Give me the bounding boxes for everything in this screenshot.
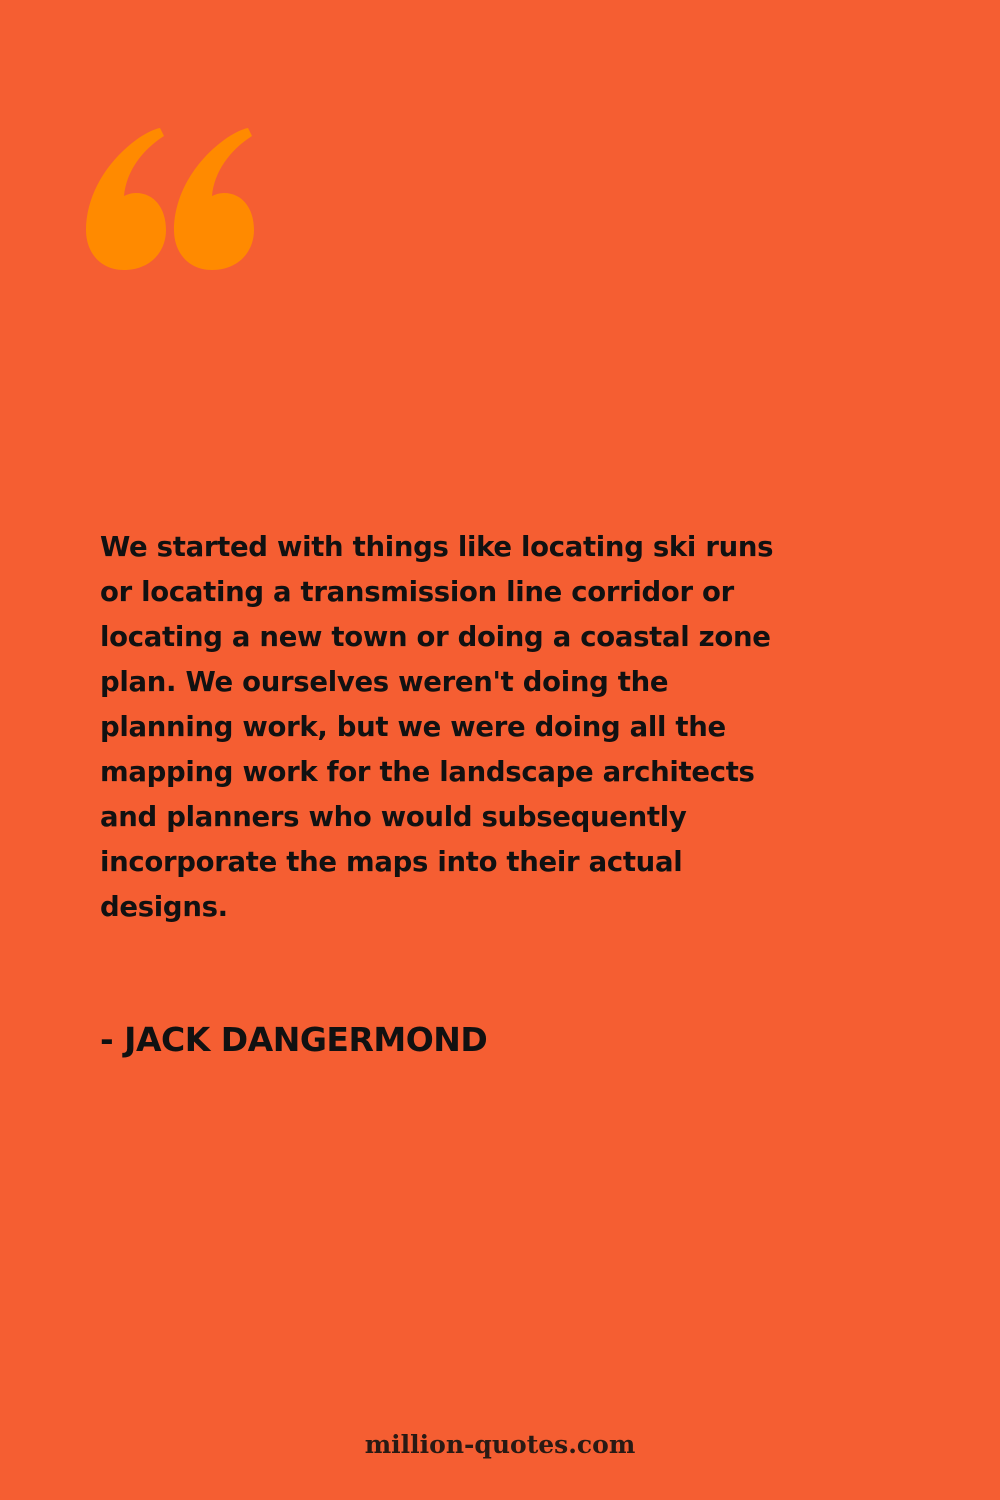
quote-author: - JACK DANGERMOND	[100, 1020, 488, 1059]
quote-text: We started with things like locating ski runs or locating a transmission line corridor or locating a new town or doing a coastal zone plan. We ourselves weren't doing the planning work, but we were doing all the mapping work for the landscape architects and planners who would subsequently incorporate the maps into their actual designs.	[100, 531, 774, 923]
open-quote-mark-icon	[84, 126, 256, 276]
site-watermark: million-quotes.com	[364, 1430, 636, 1459]
